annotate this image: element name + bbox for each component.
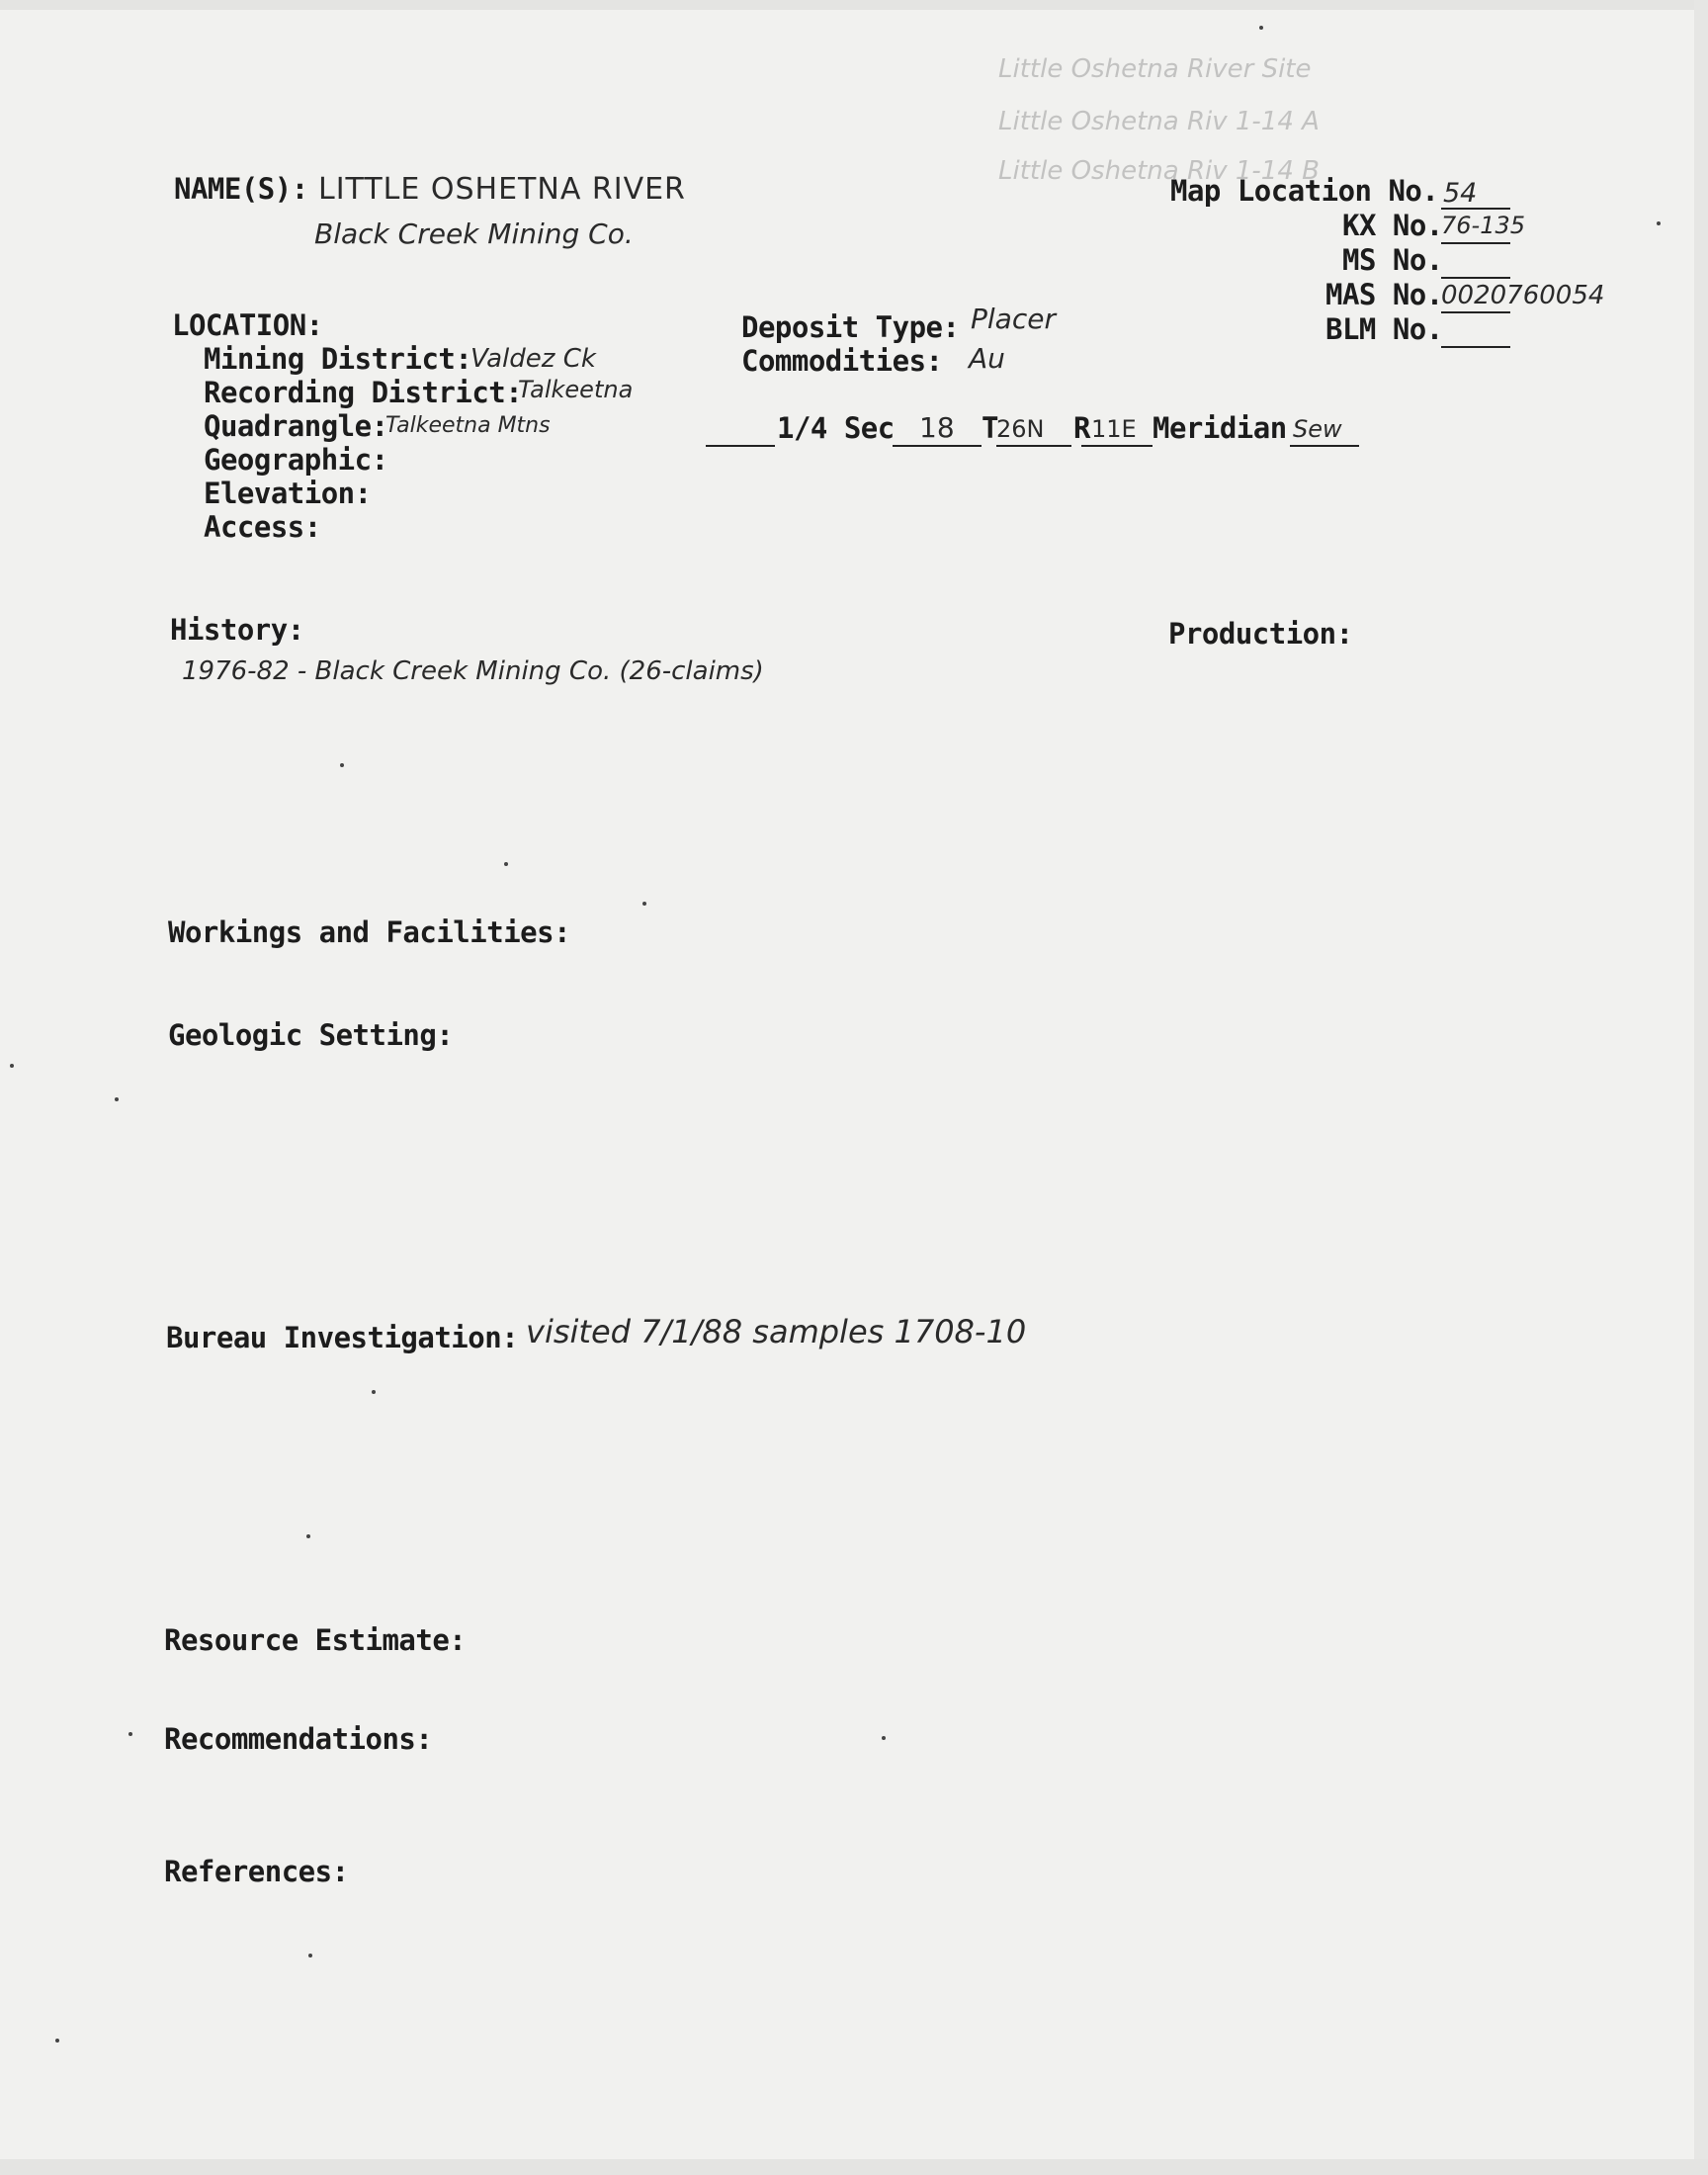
workings-facilities-label: Workings and Facilities: xyxy=(168,915,571,949)
range-label: R xyxy=(1073,411,1090,445)
bureau-investigation-label: Bureau Investigation: xyxy=(166,1321,519,1354)
township-blank xyxy=(996,445,1071,447)
blm-label: BLM No. xyxy=(1325,312,1443,346)
kx-value: 76-135 xyxy=(1441,212,1526,239)
quadrangle-label: Quadrangle: xyxy=(204,409,388,443)
section-blank xyxy=(893,445,982,447)
scan-speck xyxy=(340,763,344,767)
scan-speck xyxy=(306,1534,310,1538)
quarter-sec-label: 1/4 Sec xyxy=(777,411,895,445)
names-value-line-1: LITTLE OSHETNA RIVER xyxy=(318,172,686,207)
geologic-setting-label: Geologic Setting: xyxy=(168,1018,454,1052)
recording-district-value: Talkeetna xyxy=(518,376,634,403)
scan-edge-bottom xyxy=(0,2159,1708,2175)
recording-district-label: Recording District: xyxy=(204,376,523,409)
ms-blank xyxy=(1441,277,1510,279)
scan-speck xyxy=(642,902,646,906)
meridian-label: Meridian xyxy=(1153,411,1287,445)
range-blank xyxy=(1081,445,1153,447)
quadrangle-value: Talkeetna Mtns xyxy=(385,413,551,438)
history-entry: 1976-82 - Black Creek Mining Co. (26-claims) xyxy=(182,656,764,686)
quarter-section-blank xyxy=(706,445,775,447)
deposit-type-value: Placer xyxy=(971,303,1056,335)
map-location-label: Map Location No. xyxy=(1170,174,1439,208)
bleed-through-line-1: Little Oshetna River Site xyxy=(998,54,1312,84)
elevation-label: Elevation: xyxy=(204,477,372,510)
geographic-label: Geographic: xyxy=(204,443,388,477)
deposit-type-label: Deposit Type: xyxy=(741,310,960,344)
commodities-label: Commodities: xyxy=(741,344,943,378)
mas-label: MAS No. xyxy=(1325,278,1443,311)
scan-speck xyxy=(372,1390,376,1394)
scan-speck xyxy=(10,1064,14,1068)
blm-blank xyxy=(1441,346,1510,348)
scan-speck xyxy=(128,1732,132,1736)
bleed-through-line-3: Little Oshetna Riv 1-14 B xyxy=(998,156,1320,186)
history-label: History: xyxy=(170,613,304,647)
ms-label: MS No. xyxy=(1342,243,1443,277)
location-label: LOCATION: xyxy=(172,308,323,342)
scan-speck xyxy=(308,1954,312,1958)
township-label: T xyxy=(982,411,998,445)
names-value-line-2: Black Creek Mining Co. xyxy=(314,218,634,250)
names-label: NAME(S): xyxy=(174,172,308,206)
mas-blank xyxy=(1441,311,1510,313)
scan-speck xyxy=(1259,26,1263,30)
bleed-through-line-2: Little Oshetna Riv 1-14 A xyxy=(998,107,1320,136)
map-location-value: 54 xyxy=(1443,178,1478,209)
scan-speck xyxy=(55,2039,59,2043)
scan-speck xyxy=(1657,221,1661,225)
bureau-investigation-value: visited 7/1/88 samples 1708-10 xyxy=(526,1313,1027,1350)
recommendations-label: Recommendations: xyxy=(164,1722,433,1756)
meridian-blank xyxy=(1290,445,1359,447)
scan-edge-top xyxy=(0,0,1708,10)
mining-district-value: Valdez Ck xyxy=(470,344,596,374)
production-label: Production: xyxy=(1168,617,1353,651)
section-value: 18 xyxy=(919,411,955,444)
kx-blank xyxy=(1441,242,1510,244)
scan-edge-right xyxy=(1694,0,1708,2175)
scan-speck xyxy=(115,1097,119,1101)
kx-label: KX No. xyxy=(1342,209,1443,242)
resource-estimate-label: Resource Estimate: xyxy=(164,1623,467,1657)
scan-speck xyxy=(882,1736,886,1740)
mas-value: 0020760054 xyxy=(1441,281,1605,310)
access-label: Access: xyxy=(204,510,321,544)
township-value: 26N xyxy=(996,415,1045,443)
mining-district-label: Mining District: xyxy=(204,342,472,376)
scan-speck xyxy=(504,862,508,866)
meridian-value: Sew xyxy=(1293,415,1342,443)
range-value: 11E xyxy=(1091,415,1137,443)
commodities-value: Au xyxy=(969,342,1005,375)
references-label: References: xyxy=(164,1855,349,1888)
